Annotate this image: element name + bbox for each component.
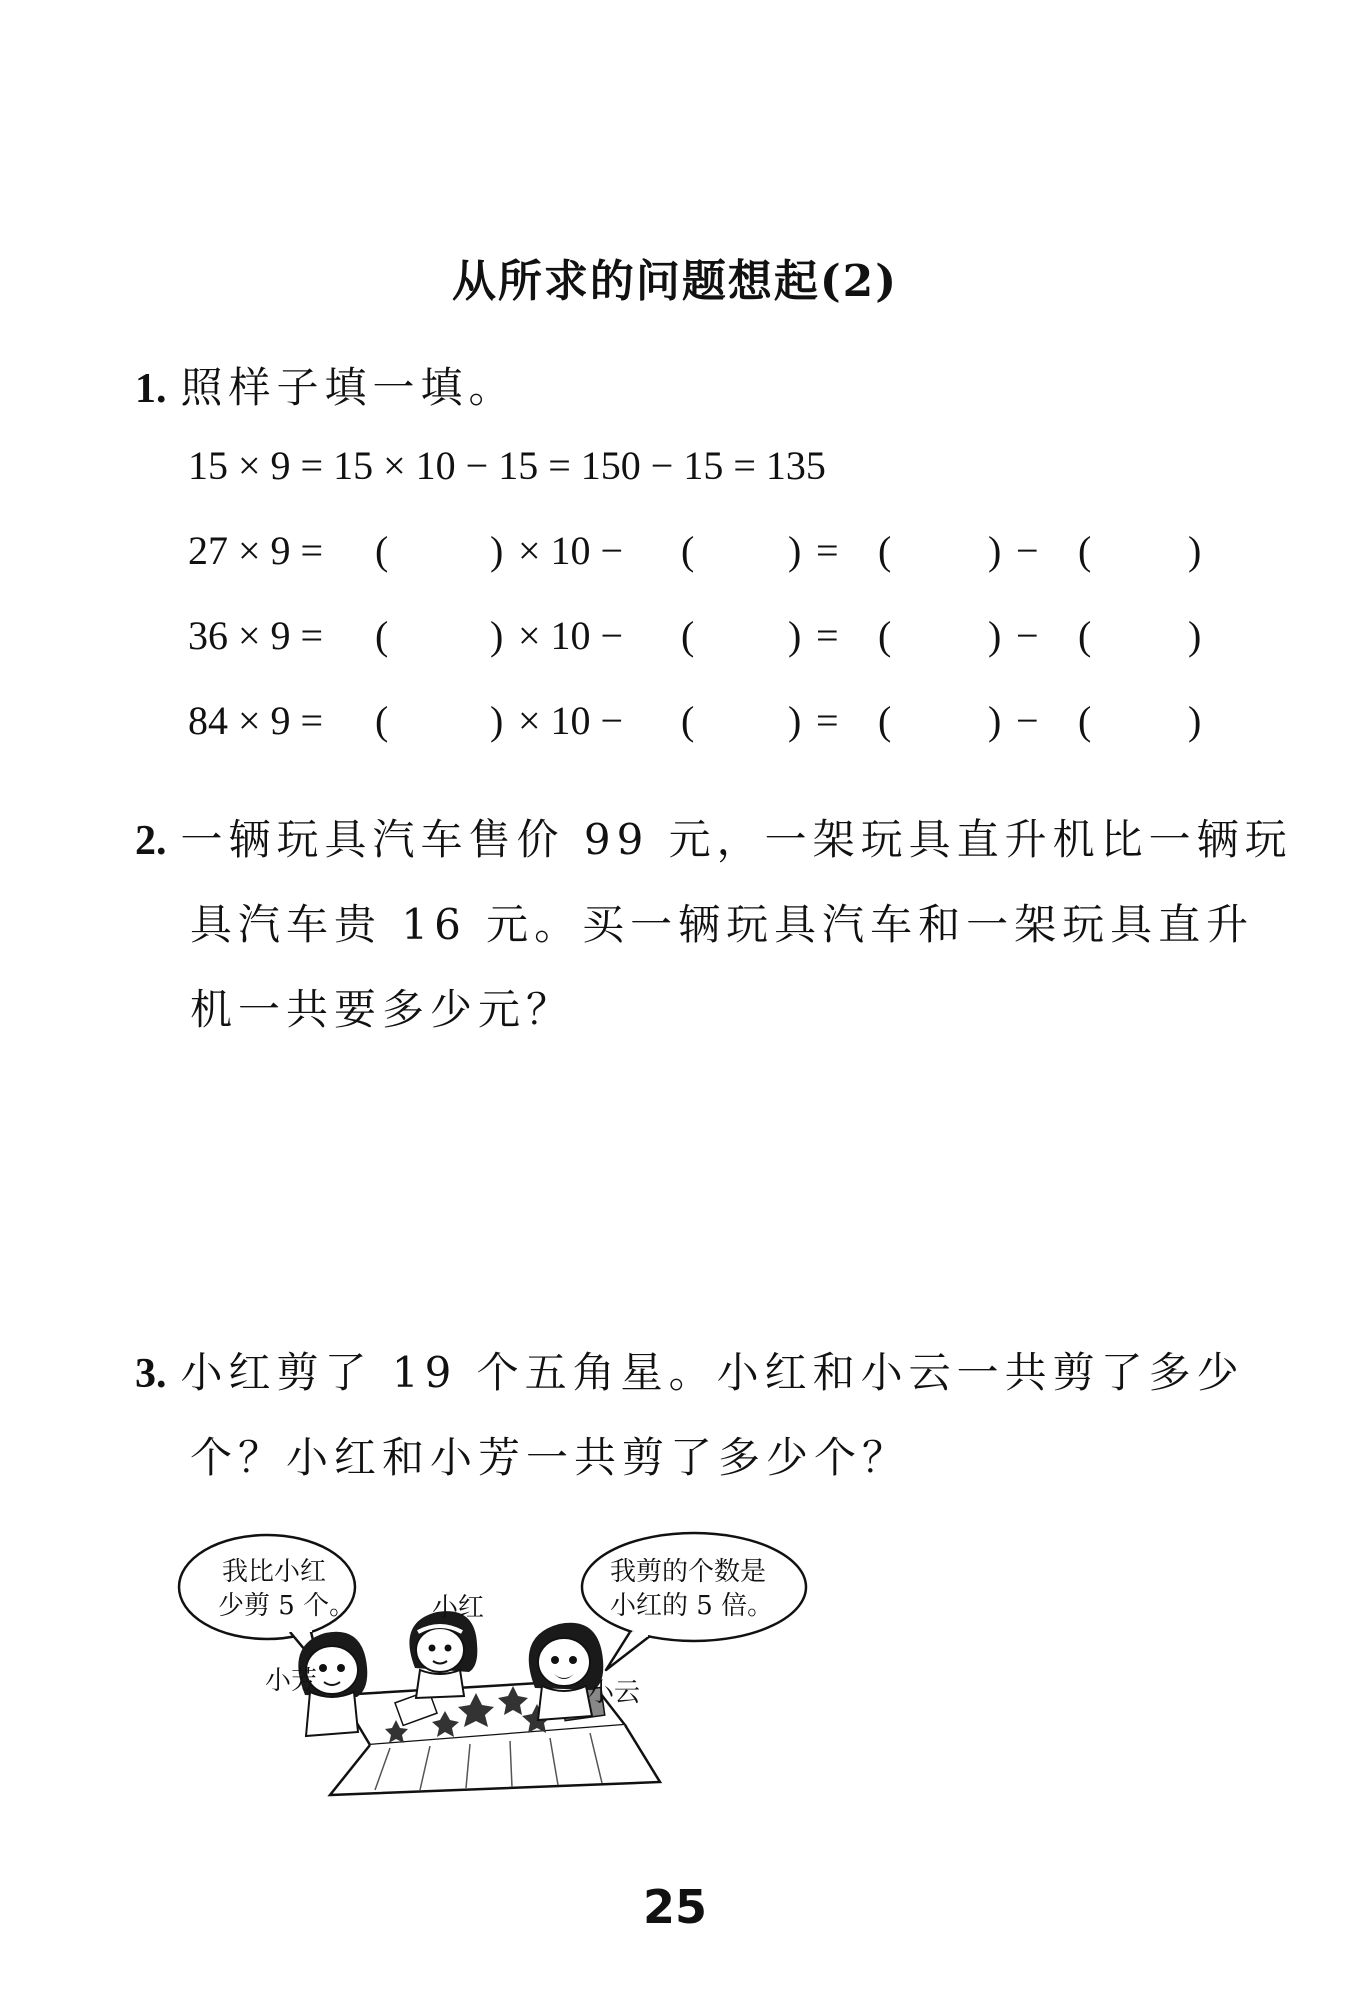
equals-sign: = [816, 528, 839, 573]
equation-row-1 [188, 527, 1218, 583]
blank-open: ( [878, 613, 892, 658]
blank-close: ) [988, 528, 1002, 573]
blank-open: ( [681, 528, 695, 573]
blank-close: ) [788, 528, 802, 573]
minus-sign: − [1016, 698, 1039, 743]
equation-row-2 [188, 612, 1218, 668]
blank-open: ( [1078, 698, 1092, 743]
blank-close: ) [1188, 698, 1202, 743]
blank-open: ( [681, 698, 695, 743]
name-label-right: 小云 [588, 1678, 641, 1708]
bubble-left-line-1: 我比小红 [222, 1557, 327, 1587]
minus-sign: − [1016, 613, 1039, 658]
equation-row-3 [188, 697, 1218, 753]
name-label-left: 小芳 [265, 1666, 318, 1696]
question-1 [135, 355, 517, 415]
girl-middle-drawing [409, 1611, 477, 1698]
example-equation-text: 15 × 9 = 15 × 10 − 15 = 150 − 15 = 135 [188, 443, 826, 488]
blank-open: ( [878, 698, 892, 743]
blank-close: ) [490, 613, 504, 658]
times-ten-minus: × 10 − [518, 613, 624, 658]
blank-close: ) [1188, 528, 1202, 573]
blank-open: ( [1078, 613, 1092, 658]
blank-open: ( [1078, 528, 1092, 573]
blank-open: ( [375, 613, 389, 658]
equation-lhs: 84 × 9 = [188, 698, 324, 743]
equals-sign: = [816, 698, 839, 743]
blank-close: ) [490, 528, 504, 573]
times-ten-minus: × 10 − [518, 528, 624, 573]
blank-close: ) [988, 698, 1002, 743]
question-3-line-1: 小红剪了 19 个五角星。小红和小云一共剪了多少 [180, 1348, 1245, 1397]
blank-open: ( [681, 613, 695, 658]
bubble-right-line-1: 我剪的个数是 [610, 1557, 767, 1587]
blank-close: ) [988, 613, 1002, 658]
question-3-line-2: 个？小红和小芳一共剪了多少个？ [190, 1433, 911, 1482]
times-ten-minus: × 10 − [518, 698, 624, 743]
question-2-line-3: 机一共要多少元？ [190, 985, 575, 1034]
bubble-left-line-2: 少剪 5 个。 [218, 1591, 356, 1621]
question-2-number: 2. [135, 818, 167, 864]
blank-close: ) [490, 698, 504, 743]
question-3 [135, 1340, 1245, 1400]
blank-close: ) [788, 698, 802, 743]
equals-sign: = [816, 613, 839, 658]
equation-lhs: 27 × 9 = [188, 528, 324, 573]
speech-bubble-right [582, 1533, 806, 1670]
question-3-number: 3. [135, 1351, 167, 1397]
blank-close: ) [788, 613, 802, 658]
question-1-number: 1. [135, 366, 167, 412]
page-number: 25 [642, 1880, 707, 1934]
blank-open: ( [375, 528, 389, 573]
equation-lhs: 36 × 9 = [188, 613, 324, 658]
minus-sign: − [1016, 528, 1039, 573]
question-2-line-2: 具汽车贵 16 元。买一辆玩具汽车和一架玩具直升 [190, 900, 1255, 949]
page-title: 从所求的问题想起(2) [451, 256, 899, 307]
blank-close: ) [1188, 613, 1202, 658]
question-2-line-1: 一辆玩具汽车售价 99 元，一架玩具直升机比一辆玩 [180, 815, 1293, 864]
blank-open: ( [375, 698, 389, 743]
name-label-middle: 小红 [432, 1593, 485, 1623]
blank-open: ( [878, 528, 892, 573]
question-1-prompt: 照样子填一填。 [180, 363, 517, 412]
example-equation [188, 442, 1218, 498]
question-2 [135, 807, 1293, 867]
bubble-right-line-2: 小红的 5 倍。 [610, 1591, 774, 1621]
